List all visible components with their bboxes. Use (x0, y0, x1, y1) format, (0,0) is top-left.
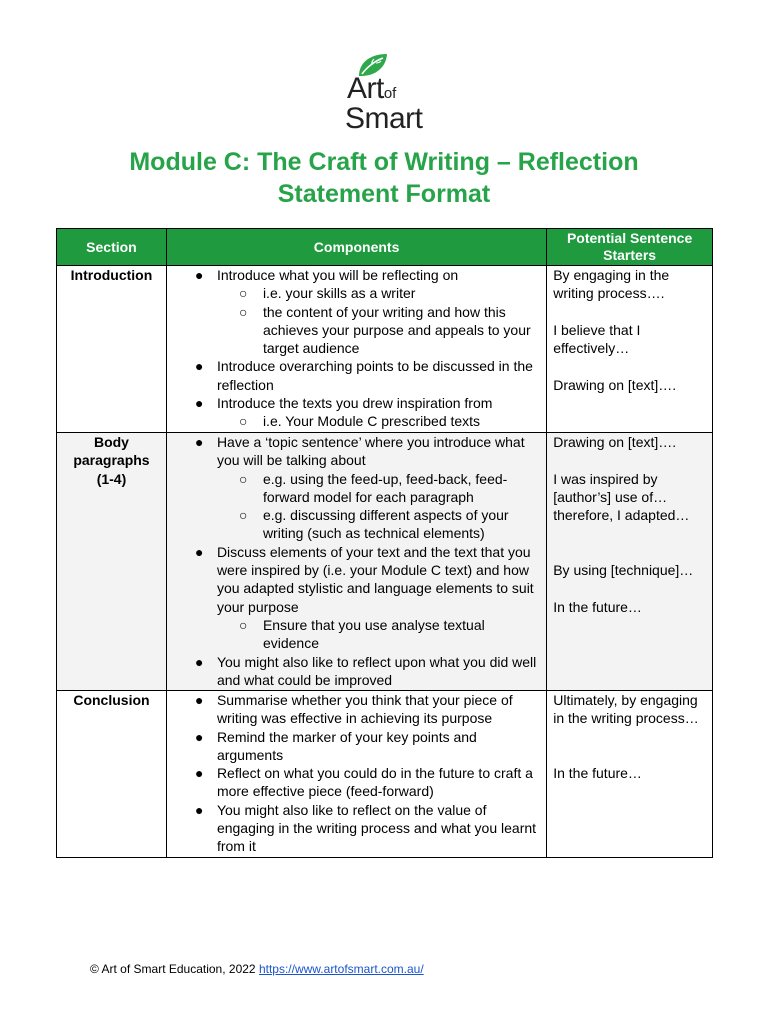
list-item: ● You might also like to reflect upon what you did well and what could be improved (194, 653, 537, 688)
list-item: ● Have a ‘topic sentence’ where you introduce what you will be talking about ○ e.g. using the feed-up, feed-back, feed-forward model for each paragraph ○ e.g. discussing different aspects of your writing (such as technical elements) (167, 433, 546, 543)
starters-cell (547, 266, 713, 433)
list-item: ● Introduce the texts you drew inspiration from ○ i.e. Your Module C prescribed texts (167, 394, 546, 431)
page-title (40, 146, 728, 210)
list-subitem: ○ i.e. your skills as a writer (238, 285, 416, 302)
sentence-starter: By using [technique]… (553, 562, 694, 579)
components-cell (166, 691, 546, 858)
list-item: ● Summarise whether you think that your piece of writing was effective in achieving its purpose (194, 692, 513, 727)
copyright-text: © Art of Smart Education, 2022 (90, 962, 256, 976)
art-of-smart-logo (345, 52, 435, 138)
list-item: ● Introduce what you will be reflecting on ○ i.e. your skills as a writer ○ the content of your writing and how this achieves your purpose and appeals to your target audience (167, 266, 546, 357)
starters-cell (547, 691, 713, 858)
sentence-starter: By engaging in the writing process…. (553, 267, 670, 302)
list-item: ● Remind the marker of your key points and arguments (194, 728, 477, 763)
list-item: ● Discuss elements of your text and the text that you were inspired by (i.e. your Module C text) and how you adapted stylistic and language elements to suit your purpose ○ Ensure that you use analyse textual evidence (167, 543, 546, 653)
title-line-1: Module C: The Craft of Writing – Reflection (129, 148, 639, 176)
components-cell (166, 433, 546, 691)
logo-line-smart: Smart (345, 102, 423, 135)
sentence-starter: In the future… (553, 765, 642, 782)
list-subitem: ○ e.g. discussing different aspects of your writing (such as technical elements) (238, 507, 509, 542)
logo-line-art: Artof (347, 72, 397, 105)
sentence-starter: Drawing on [text]…. (553, 434, 677, 450)
sentence-starter: I was inspired by [author’s] use of… therefore, I adapted… (553, 470, 690, 524)
list-item: ● Introduce overarching points to be discussed in the reflection (194, 358, 533, 393)
list-item: ● Reflect on what you could do in the future to craft a more effective piece (feed-forward) (194, 765, 533, 800)
components-cell (166, 266, 546, 433)
section-cell: Introduction (57, 266, 167, 433)
title-line-2: Statement Format (277, 180, 491, 208)
reflection-format-table (56, 228, 713, 858)
section-cell: Body paragraphs (1-4) (57, 433, 167, 691)
section-cell: Conclusion (57, 691, 167, 858)
sentence-starter: In the future… (553, 598, 642, 615)
website-link[interactable]: https://www.artofsmart.com.au/ (258, 962, 424, 976)
list-item: ● You might also like to reflect on the value of engaging in the writing process and what you learnt from it (194, 801, 537, 855)
header-components: Components (166, 229, 546, 266)
sentence-starter: Ultimately, by engaging in the writing process… (553, 692, 699, 727)
list-subitem: ○ Ensure that you use analyse textual evidence (238, 616, 485, 652)
starters-cell (547, 433, 713, 691)
table-header-row (57, 229, 713, 266)
table-row-conclusion (57, 691, 713, 858)
table-row-body-paragraphs (57, 433, 713, 691)
sentence-starter: I believe that I effectively… (553, 321, 641, 357)
header-section: Section (57, 229, 167, 266)
footer (90, 962, 424, 976)
table-row-introduction (57, 266, 713, 433)
list-subitem: ○ e.g. using the feed-up, feed-back, feed-forward model for each paragraph (238, 470, 508, 505)
sentence-starter: Drawing on [text]…. (553, 376, 677, 393)
list-subitem: ○ i.e. Your Module C prescribed texts (238, 413, 481, 430)
header-starters: Potential Sentence Starters (547, 229, 713, 266)
list-subitem: ○ the content of your writing and how this achieves your purpose and appeals to your target audience (238, 303, 531, 357)
